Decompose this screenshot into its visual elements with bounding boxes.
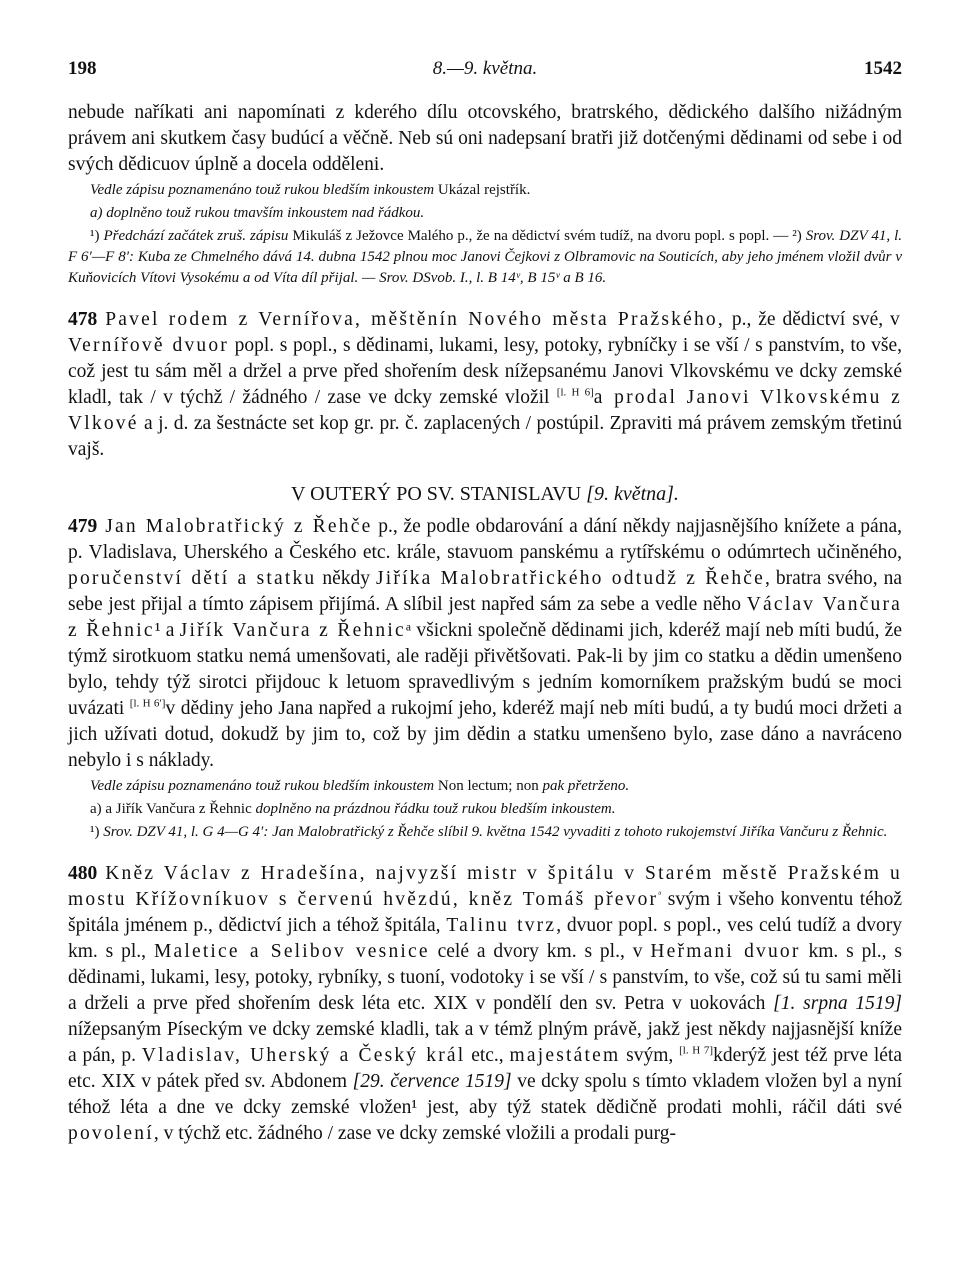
- apparatus-note: a) doplněno touž rukou tmavším inkoustem nad řádkou.: [90, 205, 425, 221]
- footnote: ¹) Srov. DZV 41, l. G 4—G 4′: Jan Malobratřický z Řehče slíbil 9. května 1542 vyvaditi z tohoto rukojemství Jiříka Vančuru z Řehnic.: [90, 824, 888, 840]
- entry-480: 480 Kněz Václav z Hradešína, najvyzší mistr v špitálu v Starém městě Pražském u mostu Křížovníkuov s červenú hvězdú, kněz Tomáš převor$^ᵃ$ svým i všeho konventu téhož špitála jménem p., dědictví jich a téhož špitála, Talinu tvrz, dvuor popl. s popl., ves celú tudíž a dvory km. s pl., Maletice a Selibov vesnice celé a dvory km. s pl., v Heřmani dvuor km. s pl., s dědinami, lukami, lesy, potoky, rybníky, s tuoní, vodotoky i se vší / s panstvím, to vše, což sú tu sami měli a drželi a prve před shořením desk léta etc. XIX v pondělí den sv. Petra v uokovách [1. srpna 1519] nížepsaným Píseckým ve dcky zemské kladli, tak a v témž plným právě, jakž jest někdy najjasnější kníže a pán, p. Vladislav, Uherský a Český král etc., majestátem svým, [l. H 7]kderýž jest též prve léta etc. XIX v pátek před sv. Abdonem [29. července 1519] ve dcky spolu s tímto vkladem vložen byl a nyní téhož léta a dne ve dcky zemské vložen¹ jest, aby týž statek dědičně prodati mohli, ráčil dáti své povolení, v týchž etc. žádného / zase ve dcky zemské vložili a prodali purg-: [68, 863, 903, 1144]
- header-year: 1542: [864, 58, 902, 79]
- document-page: [68, 58, 902, 1147]
- entry-478: 478 Pavel rodem z Vernířova, měštěnín Nového města Pražského, p., že dědictví své, v Vernířově dvuor popl. s popl., s dědinami, lukami, lesy, potoky, rybníčky i se vší / s panstvím, to vše, což jest tu sám měl a držel a prve před shořením desk nížepsanému Janovi Vlkovskému ve dcky zemské kladl, tak / v týchž / žádného / zase ve dcky zemské vložil [l. H 6]a prodal Janovi Vlkovskému z Vlkové a j. d. za šestnácte set kop gr. pr. č. zaplacených / postúpil. Zpraviti má právem zemským třetinú vajš.: [68, 309, 902, 460]
- entry-number: 480: [68, 863, 98, 884]
- apparatus-note: Vedle zápisu poznamenáno touž rukou bledším inkoustem Ukázal rejstřík.: [90, 182, 531, 198]
- entry-479: 479 Jan Malobratřický z Řehče p., že podle obdarování a dání někdy najjasnějšího knížete a pána, p. Vladislava, Uherského a Českého etc. krále, stavuom panskému a rytířskému o odúmrtech učiněného, poručenství dětí a statku někdy Jiříka Malobratřického odtudž z Řehče, bratra svého, na sebe jest přijal a tímto zápisem přijímá. A slíbil jest napřed sám za sebe a vedle něho Václav Vančura z Řehnic¹ a Jiřík Vančura z Řehnicᵃ všickni společně dědinami jich, kderéž mají neb míti budú, že týmž sirotkuom statku nemá umenšovati, ale raději přivětšovati. Pak-li by jim co statku a dědin umenšeno bylo, tehdy týž sirotci přijdouc k letuom spravedlivým s jedním komorníkem pražským budú se moci uvázati [l. H 6′]v dědiny jeho Jana napřed a rukojmí jeho, kderéž mají neb míti budú, a ty budú moci držeti a jich užívati dotud, dokudž by jim to, což by jim dědin a statku umenšeno bylo, zase dáno a navráceno nebylo i s náklady.: [68, 516, 903, 771]
- apparatus-note: a) a Jiřík Vančura z Řehnic doplněno na prázdnou řádku touž rukou bledším inkoustem.: [90, 801, 616, 817]
- page-number: 198: [68, 58, 97, 79]
- entry-number: 478: [68, 309, 98, 330]
- page-header: [68, 58, 902, 88]
- section-heading: V OUTERÝ PO SV. STANISLAVU [9. května].: [291, 483, 679, 505]
- apparatus-note: Vedle zápisu poznamenáno touž rukou bledším inkoustem Non lectum; non pak přetrženo.: [90, 778, 630, 794]
- footnote: ¹) Předchází začátek zruš. zápisu Mikuláš z Ježovce Malého p., že na dědictví svém tudíž, na dvoru popl. s popl. — ²) Srov. DZV 41, l. F 6′—F 8′: Kuba ze Chmelného dává 14. dubna 1542 plnou moc Janovi Čejkovi z Olbramovic na Souticích, aby jeho jménem vložil dvůr v Kuňovicích Vítovi Vysokému a od Víta díl přijal. — Srov. DSvob. I., l. B 14ᵛ, B 15ᵛ a B 16.: [68, 228, 903, 286]
- continued-paragraph: nebude naříkati ani napomínati z kderého dílu otcovského, bratrského, dědického dalšího nižádným právem ani skutkem časy budúcí a věčně. Neb sú oni nadepsaní bratři již dotčenými dědinami od sebe i od svých dědicuov úplně a docela odděleni.: [68, 102, 902, 175]
- running-title: 8.—9. května.: [432, 58, 538, 79]
- entry-number: 479: [68, 516, 98, 537]
